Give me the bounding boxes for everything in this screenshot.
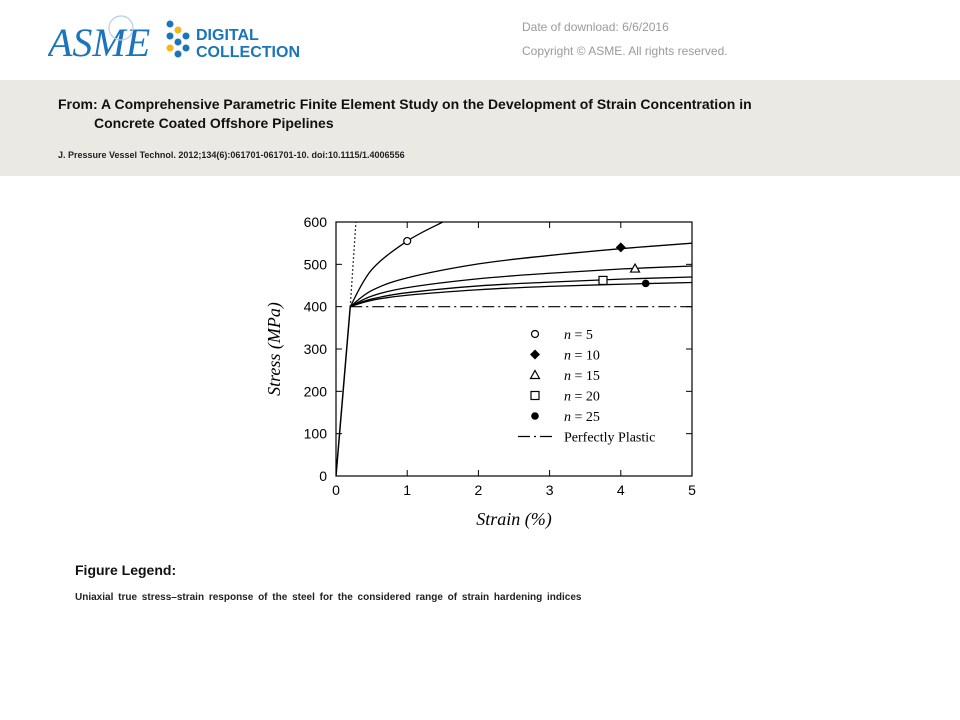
y-tick-label: 400	[303, 298, 327, 315]
legend-label: n = 20	[564, 389, 600, 405]
legend-label: n = 15	[564, 369, 600, 384]
y-tick-label: 100	[303, 425, 327, 442]
x-tick-label: 2	[474, 482, 483, 498]
stress-strain-chart	[250, 205, 710, 535]
legend-label: n = 10	[564, 348, 600, 364]
legend-marker-3	[531, 371, 540, 379]
series-marker-1	[404, 238, 411, 245]
figure-legend-title: Figure Legend:	[75, 562, 177, 578]
asme-digital-collection-logo	[48, 10, 328, 70]
legend-marker-1	[532, 331, 539, 338]
citation: J. Pressure Vessel Technol. 2012;134(6):061701-061701-10. doi:10.1115/1.4006556	[58, 150, 405, 160]
legend-marker-5	[531, 412, 539, 420]
y-tick-label: 200	[303, 383, 327, 400]
series-line-4	[350, 277, 692, 307]
series-marker-4	[599, 276, 607, 284]
dots-icon	[167, 21, 190, 58]
x-tick-label: 5	[688, 482, 696, 498]
article-title-line2: Concrete Coated Offshore Pipelines	[94, 115, 334, 131]
y-tick-label: 500	[303, 256, 327, 273]
x-tick-label: 0	[332, 482, 340, 498]
logo-asme-text: ASME	[48, 20, 151, 65]
y-tick-label: 0	[319, 468, 327, 484]
y-tick-label: 600	[303, 214, 327, 230]
x-tick-label: 3	[545, 482, 554, 498]
article-title	[58, 95, 858, 133]
legend-marker-4	[531, 392, 539, 400]
y-axis-label: Stress (MPa)	[264, 302, 284, 396]
logo-sub1: DIGITAL	[196, 27, 259, 44]
x-tick-label: 4	[616, 482, 625, 498]
copyright-notice: Copyright © ASME. All rights reserved.	[522, 44, 728, 58]
dotted-line	[350, 222, 356, 307]
article-title-line1: From: A Comprehensive Parametric Finite Element Study on the Development of Strain Concentration in	[58, 96, 752, 112]
logo-sub2: COLLECTION	[196, 44, 300, 61]
series-line-3	[350, 266, 692, 307]
download-date: Date of download: 6/6/2016	[522, 20, 669, 34]
legend-marker-2	[530, 350, 540, 360]
legend-label: n = 5	[564, 328, 593, 343]
legend-label: Perfectly Plastic	[564, 430, 656, 446]
series-marker-2	[616, 242, 626, 252]
figure-legend-text: Uniaxial true stress–strain response of the steel for the considered range of strain hardening indices	[75, 592, 582, 603]
y-tick-label: 300	[303, 341, 327, 357]
series-marker-5	[642, 280, 650, 288]
x-axis-label: Strain (%)	[476, 509, 552, 529]
legend-label: n = 25	[564, 410, 600, 425]
x-tick-label: 1	[403, 482, 412, 498]
series-line-5	[350, 283, 692, 307]
